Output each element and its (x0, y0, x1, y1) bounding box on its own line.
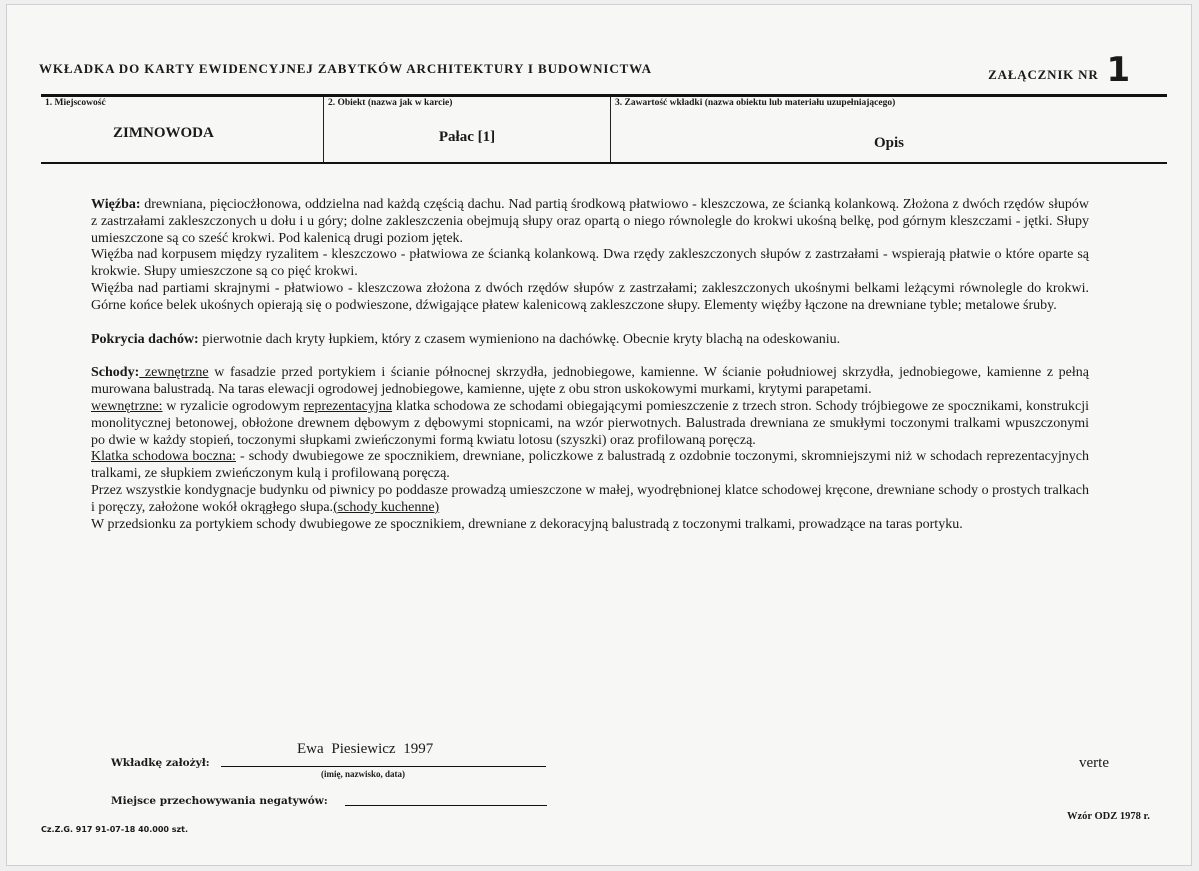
kuchenne-paragraph (91, 483, 1089, 517)
template-code: Wzór ODZ 1978 r. (1067, 811, 1150, 822)
annex-label: ZAŁĄCZNIK NR (988, 67, 1099, 82)
content-cell (610, 97, 1167, 162)
object-label: 2. Obiekt (nazwa jak w karcie) (328, 98, 453, 108)
negatives-line (345, 805, 547, 806)
zewnetrzne-label: zewnętrzne (139, 365, 209, 381)
content-value: Opis (873, 135, 904, 151)
record-sheet (6, 4, 1192, 866)
schody-paragraph (91, 365, 1089, 399)
object-cell (323, 97, 610, 162)
pokrycia-paragraph (91, 332, 1089, 349)
signature-line (221, 766, 546, 767)
established-label: Wkładkę założył: (111, 757, 210, 769)
established-by-row (111, 741, 551, 781)
boczna-label: Klatka schodowa boczna: (91, 449, 236, 465)
annex-number: 1 (1106, 50, 1131, 90)
wiezba-paragraph-3: Więźba nad partiami skrajnymi - płatwiowo - kleszczowa złożona z dwóch rzędów słupów z zastrzałami; zakleszczonych ukośnymi belkami leżącymi równolegle do krokwi. Górne końce belek ukośnych opierają się o podwieszone, dźwigające płatew kalenicową zakleszczone słupy. Elementy więźby łączone na drewniane tyble; metalowe śruby. (91, 280, 1089, 313)
pokrycia-heading: Pokrycia dachów: (91, 331, 199, 347)
print-code: Cz.Z.G. 917 91-07-18 40.000 szt. (41, 825, 189, 834)
kuchenne-label: (schody kuchenne) (333, 499, 440, 515)
established-value: Ewa Piesiewicz 1997 (297, 741, 434, 757)
established-caption: (imię, nazwisko, data) (321, 769, 405, 779)
wiezba-paragraph-2: Więźba nad korpusem między ryzalitem - kleszczowo - płatwiowa ze ścianką kolankową. Dwa rzędy zakleszczonych słupów z zastrzałami - wspierają płatwie o które oparte są krokwie. Słupy umieszczone są co pięć krokwi. (91, 247, 1089, 280)
reprezentacyjna-word: reprezentacyjna (303, 398, 393, 414)
locality-cell (41, 97, 323, 162)
negatives-row (111, 795, 551, 815)
annex-heading (988, 50, 1131, 90)
wewnetrzne-text-b: klatka schodowa ze schodami obiegającymi pomieszczenie z trzech stron. Schody trójbiegowe ze spocznikami, konstrukcji monolitycznej betonowej, obłożone drewnem dębowym z dębowymi stopnicami, na wzór pierwotnych. Balustrada drewniana ze smukłymi toczonymi tralkami wpuszczonymi po dwie w każdy stopień, toczonymi słupkami zwieńczonymi formą kwiatu lotosu (szyszki) oraz profilowaną poręczą. (91, 398, 1090, 448)
header-fields-table (41, 94, 1167, 164)
wiezba-paragraph (91, 197, 1089, 247)
negatives-label: Miejsce przechowywania negatywów: (111, 795, 328, 807)
pokrycia-text: pierwotnie dach kryty łupkiem, który z czasem wymieniono na dachówkę. Obecnie kryty blachą na odeskowaniu. (198, 331, 841, 347)
locality-label: 1. Miejscowość (45, 98, 106, 108)
zewnetrzne-text: w fasadzie przed portykiem i ścianie północnej skrzydła, jednobiegowe, kamienne. W ścianie południowej skrzydła, jednobiegowe, kamienne z pełną murowana balustradą. Na taras elewacji ogrodowej jednobiegowe, kamienne, ujęte z obu stron uskokowymi murkami, krytymi parapetami. (91, 365, 1089, 398)
wewnetrzne-label: wewnętrzne: (91, 398, 163, 414)
schody-heading: Schody: (91, 365, 140, 381)
object-value: Pałac [1] (438, 129, 496, 145)
verte-note: verte (1079, 755, 1109, 771)
wiezba-text-1: drewniana, pięciocżłonowa, oddzielna nad każdą częścią dachu. Nad partią środkową płatwiowo - kleszczowa, ze ścianką kolankową. Złożona z dwóch rzędów słupów z zastrzałami zakleszczonych u dołu i u góry; dolne zakleszczenia obejmują słupy oraz opartą o niego równolegle do krokwi ukośną belkę, pod górnym kleszczami - jętki. Słupy umieszczone są co sześć krokwi. Pod kalenicą drugi poziom jętek. (91, 197, 1089, 246)
boczna-text: - schody dwubiegowe ze spocznikiem, drewniane, policzkowe z balustradą z ozdobnie toczonymi, skromniejszymi niż w schodach reprezentacyjnych tralkami, ze słupkiem zwieńczonym kulą i profilowaną poręczą. (91, 449, 1089, 482)
przedsionek-paragraph: W przedsionku za portykiem schody dwubiegowe ze spocznikiem, drewniane z dekoracyjną balustradą z toczonymi tralkami, prowadzące na taras portyku. (91, 516, 963, 532)
wewnetrzne-text-a: w ryzalicie ogrodowym (162, 398, 304, 414)
content-label: 3. Zawartość wkładki (nazwa obiektu lub materiału uzupełniającego) (615, 98, 896, 108)
document-title: WKŁADKA DO KARTY EWIDENCYJNEJ ZABYTKÓW ARCHITEKTURY I BUDOWNICTWA (39, 61, 652, 76)
boczna-paragraph (91, 449, 1089, 483)
locality-value: ZIMNOWODA (113, 125, 214, 141)
description-body (91, 197, 1089, 533)
wewnetrzne-paragraph (91, 399, 1089, 449)
wiezba-heading: Więźba: (91, 197, 141, 212)
kuchenne-text: Przez wszystkie kondygnacje budynku od piwnicy po poddasze prowadzą umieszczone w małej, wyodrębnionej klatce schodowej kręcone, drewniane schody o prostych tralkach i poręczy, założone wokół okrągłego słupa. (91, 482, 1089, 515)
